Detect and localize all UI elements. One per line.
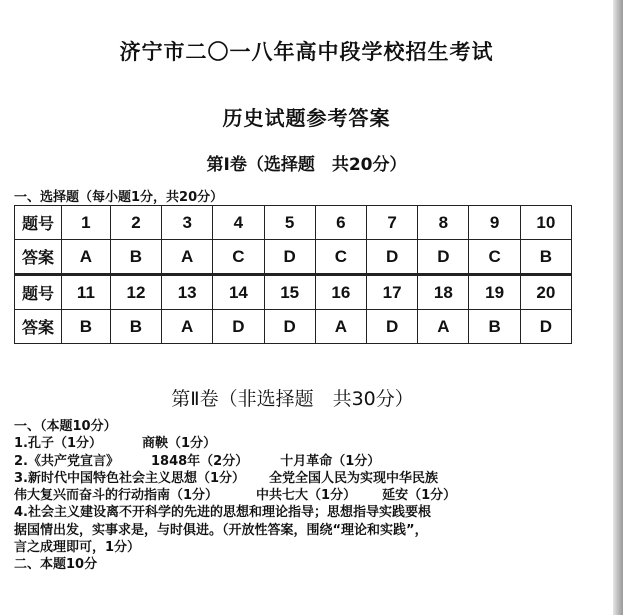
answer-cell: D [367,310,418,344]
answer-line [14,470,574,487]
question-number: 1 [62,206,111,240]
answer-text: 1.孔子（1分） [14,436,103,452]
question-number: 7 [367,206,418,240]
answer-cell: D [264,240,315,275]
question-number: 17 [367,275,418,310]
answer-line [14,435,574,452]
answer-cell: D [520,310,571,344]
row-label-answer: 答案 [15,240,62,275]
answer-cell: A [162,310,213,344]
question-number: 18 [418,275,469,310]
answer-cell: C [469,240,520,275]
question-number: 8 [418,206,469,240]
answer-row [15,310,572,344]
part2-title: 第Ⅱ卷（非选择题 共30分） [171,388,414,410]
row-label-answer: 答案 [15,310,62,344]
question-number: 5 [264,206,315,240]
answer-line: 4.社会主义建设离不开科学的先进的思想和理论指导；思想指导实践要根 [14,505,431,521]
answer-cell: A [418,310,469,344]
answer-cell: D [264,310,315,344]
answer-cell: D [367,240,418,275]
answer-cell: B [469,310,520,344]
answer-line: 据国情出发，实事求是，与时俱进。（开放性答案，围绕“理论和实践”， [14,522,428,538]
answer-cell: A [62,240,111,275]
answer-cell: A [162,240,213,275]
row-label-question: 题号 [15,275,62,310]
answer-cell: B [520,240,571,275]
answer-text: 1848年（2分） [150,453,249,469]
answer-text: 2.《共产党宣言》 [14,453,119,469]
page-edge-shadow [613,0,623,615]
answer-text: 全党全国人民为实现中华民族 [269,470,439,486]
question-number: 20 [520,275,571,310]
question-number: 11 [62,275,111,310]
question-number: 10 [520,206,571,240]
answer-text: 十月革命（1分） [280,453,381,469]
answer-cell: B [62,310,111,344]
answer-table [14,205,572,344]
answer-cell: C [315,240,366,275]
answer-cell: C [213,240,264,275]
answer-cell: A [315,310,366,344]
question-number: 12 [110,275,161,310]
question-header: 一、（本题10分） [14,419,117,434]
exam-title: 济宁市二〇一八年高中段学校招生考试 [119,40,494,64]
answer-row [15,240,572,275]
question-number: 3 [162,206,213,240]
question-number-row [15,275,572,310]
question-number: 6 [315,206,366,240]
part1-title: 第Ⅰ卷（选择题 共20分） [206,155,407,175]
question-number: 2 [110,206,161,240]
answer-line: 言之成理即可，1分） [14,540,141,556]
question-number: 13 [162,275,213,310]
answer-cell: D [213,310,264,344]
part2-answers [14,418,574,574]
answer-cell: B [110,310,161,344]
answer-text: 伟大复兴而奋斗的行动指南（1分） [14,488,219,504]
question-number-row [15,206,572,240]
answer-line [14,487,574,504]
answer-line [14,453,574,470]
question-number: 19 [469,275,520,310]
question-number: 15 [264,275,315,310]
question-number: 14 [213,275,264,310]
answer-key-title: 历史试题参考答案 [222,106,391,130]
answer-cell: D [418,240,469,275]
answer-text: 延安（1分） [382,488,457,504]
question-header: 二、本题10分 [14,557,98,573]
answer-text: 中共七大（1分） [256,488,357,504]
question-number: 16 [315,275,366,310]
section1-label: 一、选择题（每小题1分，共20分） [14,190,224,205]
answer-text: 商鞅（1分） [142,436,217,452]
question-number: 4 [213,206,264,240]
row-label-question: 题号 [15,206,62,240]
answer-text: 3.新时代中国特色社会主义思想（1分） [14,470,246,486]
question-number: 9 [469,206,520,240]
answer-cell: B [110,240,161,275]
